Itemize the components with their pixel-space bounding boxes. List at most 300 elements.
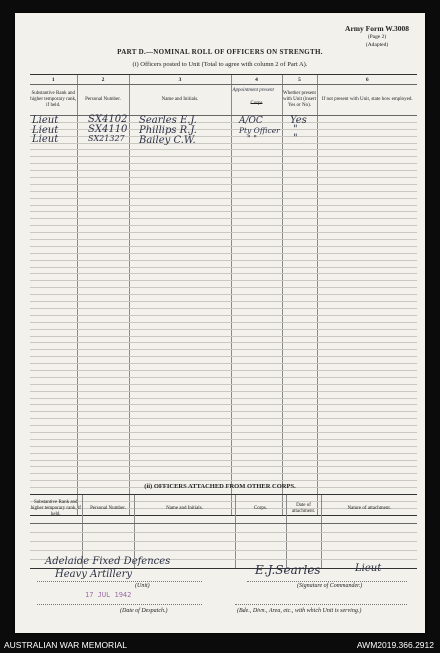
table-cell xyxy=(317,288,417,295)
table-cell xyxy=(77,460,129,467)
table-cell xyxy=(231,308,282,315)
table-row xyxy=(30,143,417,150)
entry-name: Phillips R.J. xyxy=(139,125,197,136)
table-cell xyxy=(129,240,231,247)
table-cell xyxy=(231,205,282,212)
table-cell xyxy=(30,542,82,551)
table-cell xyxy=(282,240,317,247)
table-cell xyxy=(129,288,231,295)
table-row xyxy=(30,315,417,322)
table-cell xyxy=(317,419,417,426)
table-cell xyxy=(129,178,231,185)
table-row xyxy=(30,274,417,281)
column-numbers xyxy=(30,75,417,85)
table-cell xyxy=(30,357,77,364)
table-cell xyxy=(282,288,317,295)
col-number: 2 xyxy=(77,75,129,85)
table-cell xyxy=(231,322,282,329)
table-row xyxy=(30,295,417,302)
table-cell xyxy=(134,524,235,533)
table-cell xyxy=(321,551,417,560)
table-cell xyxy=(129,419,231,426)
table-cell xyxy=(30,150,77,157)
table-row xyxy=(30,288,417,295)
table-cell xyxy=(77,398,129,405)
table-cell xyxy=(77,336,129,343)
table-cell xyxy=(231,212,282,219)
table-cell xyxy=(317,253,417,260)
table-cell xyxy=(282,315,317,322)
table-cell xyxy=(317,357,417,364)
col-number: 3 xyxy=(129,75,231,85)
table-cell xyxy=(317,191,417,198)
table-cell xyxy=(317,432,417,439)
table-cell xyxy=(30,184,77,191)
table-cell xyxy=(30,157,77,164)
form-page xyxy=(15,13,425,633)
table-row xyxy=(30,157,417,164)
entry-present: " xyxy=(293,133,298,144)
table-cell xyxy=(282,384,317,391)
table-cell xyxy=(30,405,77,412)
table-cell xyxy=(231,150,282,157)
table-cell xyxy=(77,164,129,171)
table-cell xyxy=(282,391,317,398)
entry-rank: Lieut xyxy=(32,134,59,145)
table-cell xyxy=(317,164,417,171)
table-cell xyxy=(30,226,77,233)
header-present: Whether present with Unit (insert Yes or No). xyxy=(282,85,317,116)
table-cell xyxy=(134,533,235,542)
table-cell xyxy=(231,398,282,405)
table-cell xyxy=(77,467,129,474)
table-cell xyxy=(317,460,417,467)
table-cell xyxy=(231,219,282,226)
table-row xyxy=(30,253,417,260)
table-cell xyxy=(231,302,282,309)
table-cell xyxy=(77,453,129,460)
entry-rank: Lieut xyxy=(32,125,59,136)
table-cell xyxy=(282,171,317,178)
col-number: 1 xyxy=(30,75,77,85)
table-cell xyxy=(30,364,77,371)
form-name: Army Form W.3008 xyxy=(345,24,409,33)
table-cell xyxy=(231,184,282,191)
table-cell xyxy=(77,446,129,453)
table-cell xyxy=(129,219,231,226)
table-cell xyxy=(317,329,417,336)
table-row xyxy=(30,329,417,336)
entry-rank: Lieut xyxy=(32,115,59,126)
table-cell xyxy=(317,474,417,481)
table-row xyxy=(30,171,417,178)
table-cell xyxy=(30,460,77,467)
table-cell xyxy=(235,542,286,551)
table-cell xyxy=(30,329,77,336)
table-cell xyxy=(129,267,231,274)
table-cell xyxy=(231,405,282,412)
table-cell xyxy=(231,370,282,377)
table-cell xyxy=(30,281,77,288)
header-date-attachment: Date of attachment. xyxy=(286,495,321,524)
table-cell xyxy=(282,350,317,357)
table-row xyxy=(30,308,417,315)
table-cell xyxy=(77,233,129,240)
table-cell xyxy=(321,542,417,551)
table-cell xyxy=(129,398,231,405)
table-row xyxy=(30,364,417,371)
table-row xyxy=(30,281,417,288)
table-cell xyxy=(77,205,129,212)
table-row xyxy=(30,446,417,453)
table-cell xyxy=(231,226,282,233)
table-cell xyxy=(282,426,317,433)
table-cell xyxy=(129,246,231,253)
table-cell xyxy=(231,329,282,336)
table-cell xyxy=(317,412,417,419)
table-cell xyxy=(129,253,231,260)
part-subtitle: (i) Officers posted to Unit (Total to agree with column 2 of Part A). xyxy=(132,61,308,68)
table-cell xyxy=(317,171,417,178)
table-cell xyxy=(231,143,282,150)
table-cell xyxy=(282,205,317,212)
table-cell xyxy=(317,315,417,322)
table-cell xyxy=(282,274,317,281)
table-cell xyxy=(30,164,77,171)
table-cell xyxy=(282,129,317,136)
table-cell xyxy=(129,308,231,315)
commander-rank: Lieut xyxy=(355,563,382,574)
entry-present: Yes xyxy=(290,115,307,126)
table-cell xyxy=(317,226,417,233)
table-cell xyxy=(231,357,282,364)
table-cell xyxy=(129,322,231,329)
table-row xyxy=(30,460,417,467)
table-cell xyxy=(129,164,231,171)
form-page-number: (Page 2) xyxy=(367,34,387,40)
table-row xyxy=(30,184,417,191)
table-cell xyxy=(282,446,317,453)
signature-line xyxy=(247,581,407,582)
table-cell xyxy=(129,377,231,384)
table-row xyxy=(30,432,417,439)
table-cell xyxy=(30,419,77,426)
table-cell xyxy=(317,364,417,371)
table-cell xyxy=(231,336,282,343)
table-cell xyxy=(77,391,129,398)
table-cell xyxy=(317,233,417,240)
table-cell xyxy=(82,524,134,533)
table-cell xyxy=(77,219,129,226)
table-cell xyxy=(30,171,77,178)
table-cell xyxy=(129,295,231,302)
table-cell xyxy=(129,474,231,481)
table-row xyxy=(30,439,417,446)
table-cell xyxy=(30,384,77,391)
table-cell xyxy=(231,474,282,481)
table-cell xyxy=(282,302,317,309)
table-cell xyxy=(317,426,417,433)
table-cell xyxy=(77,329,129,336)
table-cell xyxy=(77,171,129,178)
table-cell xyxy=(231,157,282,164)
table-row xyxy=(30,391,417,398)
table-cell xyxy=(231,377,282,384)
table-cell xyxy=(129,184,231,191)
table-row xyxy=(30,467,417,474)
table-cell xyxy=(30,205,77,212)
table-cell xyxy=(129,198,231,205)
table-cell xyxy=(317,116,417,123)
header-employment: If not present with Unit, state how employed. xyxy=(317,85,417,116)
table-cell xyxy=(317,336,417,343)
table-row xyxy=(30,178,417,185)
table-row xyxy=(30,233,417,240)
entry-name: Searles E.J. xyxy=(139,115,197,126)
table-cell xyxy=(282,150,317,157)
part-title: PART D.—NOMINAL ROLL OF OFFICERS ON STRENGTH. xyxy=(117,48,323,56)
table-cell xyxy=(77,288,129,295)
table-cell xyxy=(30,315,77,322)
table-cell xyxy=(30,233,77,240)
table-cell xyxy=(317,122,417,129)
table-cell xyxy=(317,157,417,164)
table-row xyxy=(30,474,417,481)
table-cell xyxy=(30,533,82,542)
table-cell xyxy=(282,308,317,315)
table-row xyxy=(30,191,417,198)
table-cell xyxy=(282,164,317,171)
table-cell xyxy=(235,533,286,542)
archive-name: AUSTRALIAN WAR MEMORIAL xyxy=(4,640,127,650)
table-cell xyxy=(231,281,282,288)
table-cell xyxy=(30,377,77,384)
table-cell xyxy=(231,267,282,274)
table-cell xyxy=(282,370,317,377)
table-cell xyxy=(30,253,77,260)
table-cell xyxy=(30,453,77,460)
table-cell xyxy=(231,260,282,267)
header-name: Name and Initials. xyxy=(134,495,235,524)
table-cell xyxy=(282,467,317,474)
table-cell xyxy=(231,391,282,398)
struck-corps: Corps xyxy=(250,101,263,106)
header-rank: Substantive Rank and higher temporary rank, if held. xyxy=(30,495,82,524)
table-cell xyxy=(77,419,129,426)
table-row xyxy=(30,267,417,274)
table-cell xyxy=(286,524,321,533)
table-cell xyxy=(231,419,282,426)
header-name: Name and Initials. xyxy=(129,85,231,116)
table-cell xyxy=(77,350,129,357)
entry-corps: " " xyxy=(247,134,257,143)
table-cell xyxy=(134,542,235,551)
table-cell xyxy=(282,136,317,143)
table-cell xyxy=(77,308,129,315)
table-row xyxy=(30,336,417,343)
signature-label: (Signature of Commander.) xyxy=(297,583,363,589)
table-cell xyxy=(77,226,129,233)
entry-number: SX4110 xyxy=(88,124,128,135)
table-cell xyxy=(30,267,77,274)
table-cell xyxy=(321,524,417,533)
table-cell xyxy=(129,453,231,460)
table-cell xyxy=(282,198,317,205)
table-cell xyxy=(286,551,321,560)
table-cell xyxy=(231,178,282,185)
commander-signature: E.J.Searles xyxy=(255,563,321,577)
table-row xyxy=(30,205,417,212)
table-row xyxy=(30,524,417,533)
unit-line xyxy=(37,581,202,582)
table-cell xyxy=(231,467,282,474)
table-cell xyxy=(317,178,417,185)
table-cell xyxy=(77,191,129,198)
table-row xyxy=(30,384,417,391)
table-cell xyxy=(231,198,282,205)
table-cell xyxy=(30,391,77,398)
table-cell xyxy=(77,439,129,446)
table-row xyxy=(30,412,417,419)
table-cell xyxy=(30,432,77,439)
table-cell xyxy=(129,343,231,350)
table-row xyxy=(30,350,417,357)
header-corps: Corps. xyxy=(235,495,286,524)
table-cell xyxy=(317,136,417,143)
table-cell xyxy=(30,178,77,185)
table-cell xyxy=(231,453,282,460)
table-cell xyxy=(231,350,282,357)
bde-label: (Bde., Divn., Area, etc., with which Unit is serving.) xyxy=(237,608,362,614)
table-cell xyxy=(129,226,231,233)
despatch-label: (Date of Despatch.) xyxy=(120,608,168,614)
table-cell xyxy=(129,329,231,336)
table-cell xyxy=(317,391,417,398)
table-cell xyxy=(235,524,286,533)
table-cell xyxy=(30,446,77,453)
table-cell xyxy=(282,419,317,426)
table-cell xyxy=(282,377,317,384)
col-number: 4 xyxy=(231,75,282,85)
table-row xyxy=(30,212,417,219)
table-cell xyxy=(231,288,282,295)
table-cell xyxy=(30,322,77,329)
table-cell xyxy=(129,205,231,212)
table-cell xyxy=(30,336,77,343)
table-cell xyxy=(77,432,129,439)
table-row xyxy=(30,542,417,551)
table-cell xyxy=(129,150,231,157)
table-cell xyxy=(129,233,231,240)
table-cell xyxy=(30,343,77,350)
table-row xyxy=(30,150,417,157)
table-cell xyxy=(30,398,77,405)
table-cell xyxy=(282,281,317,288)
table-cell xyxy=(77,157,129,164)
table-row xyxy=(30,240,417,247)
header-personal-number: Personal Number. xyxy=(77,85,129,116)
table-cell xyxy=(317,129,417,136)
table-cell xyxy=(129,426,231,433)
table-cell xyxy=(129,212,231,219)
table-cell xyxy=(282,219,317,226)
table-cell xyxy=(282,460,317,467)
table-cell xyxy=(282,322,317,329)
table-row xyxy=(30,226,417,233)
table-cell xyxy=(77,384,129,391)
table-cell xyxy=(282,412,317,419)
table-cell xyxy=(231,246,282,253)
table-cell xyxy=(77,474,129,481)
table-cell xyxy=(30,467,77,474)
table-cell xyxy=(77,198,129,205)
table-cell xyxy=(129,370,231,377)
table-cell xyxy=(129,384,231,391)
table-row xyxy=(30,426,417,433)
entry-number: SX21327 xyxy=(88,134,125,143)
handwritten-appointment: Appointment present xyxy=(232,88,274,93)
entry-number: SX4102 xyxy=(88,114,128,125)
table-cell xyxy=(317,212,417,219)
table-cell xyxy=(231,164,282,171)
table-cell xyxy=(317,467,417,474)
table-cell xyxy=(77,405,129,412)
table-cell xyxy=(282,157,317,164)
table-cell xyxy=(317,150,417,157)
table-cell xyxy=(282,453,317,460)
table-row xyxy=(30,219,417,226)
table-cell xyxy=(317,281,417,288)
table-cell xyxy=(30,439,77,446)
table-cell xyxy=(317,246,417,253)
table-cell xyxy=(231,253,282,260)
table-cell xyxy=(282,398,317,405)
table-cell xyxy=(129,336,231,343)
table-cell xyxy=(82,542,134,551)
table-row xyxy=(30,533,417,542)
table-header xyxy=(30,85,417,116)
table-cell xyxy=(231,240,282,247)
table-row xyxy=(30,164,417,171)
table-cell xyxy=(129,467,231,474)
table-row xyxy=(30,405,417,412)
table-cell xyxy=(282,439,317,446)
table-cell xyxy=(77,253,129,260)
table-cell xyxy=(77,178,129,185)
table-cell xyxy=(282,226,317,233)
table-cell xyxy=(317,322,417,329)
bde-line xyxy=(235,604,407,605)
table-cell xyxy=(317,343,417,350)
table-cell xyxy=(30,412,77,419)
table-cell xyxy=(30,302,77,309)
table-cell xyxy=(30,426,77,433)
table-cell xyxy=(77,295,129,302)
table-cell xyxy=(77,322,129,329)
table-row xyxy=(30,453,417,460)
table-cell xyxy=(77,412,129,419)
table-cell xyxy=(77,370,129,377)
section2-title: (ii) OFFICERS ATTACHED FROM OTHER CORPS. xyxy=(144,483,296,490)
table-cell xyxy=(282,329,317,336)
table-cell xyxy=(129,350,231,357)
table-cell xyxy=(30,308,77,315)
table-cell xyxy=(282,260,317,267)
table-cell xyxy=(231,446,282,453)
table-cell xyxy=(30,350,77,357)
table-cell xyxy=(317,295,417,302)
archive-id: AWM2019.366.2912 xyxy=(356,640,434,650)
